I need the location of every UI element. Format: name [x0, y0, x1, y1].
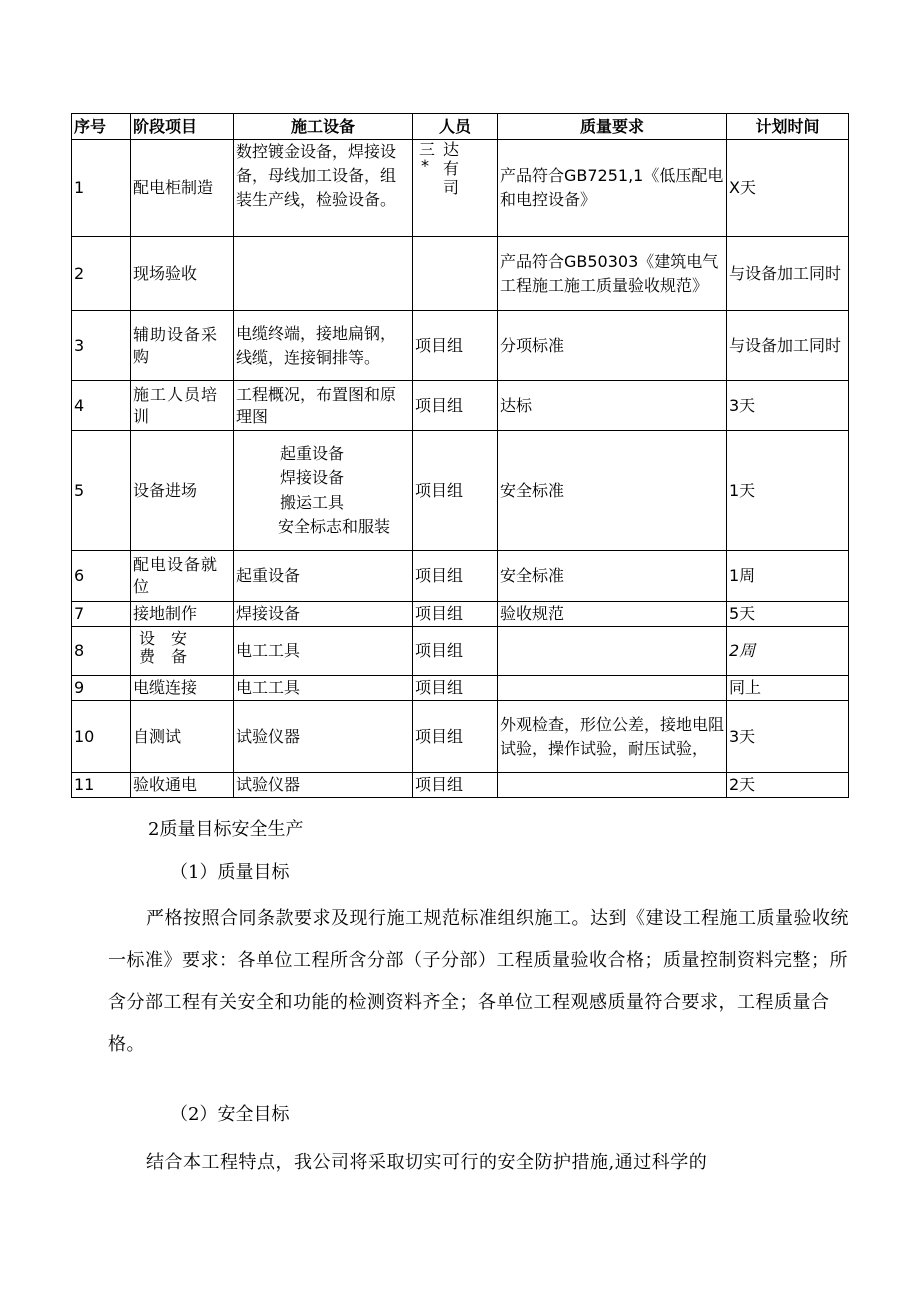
cell-time: 与设备加工同时: [727, 237, 849, 311]
cell-equipment: 试验仪器: [234, 701, 413, 773]
stage-fragment: 备: [171, 647, 188, 666]
cell-quality: 外观检查，形位公差，接地电阻试验，操作试验，耐压试验，: [498, 701, 727, 773]
cell-equipment: 电工工具: [234, 676, 413, 701]
section-heading: 2质量目标安全生产: [148, 819, 304, 840]
cell-no: 11: [72, 773, 131, 798]
cell-people: 项目组: [413, 773, 498, 798]
cell-stage: 自测试: [131, 701, 234, 773]
cell-time: 3天: [727, 701, 849, 773]
cell-stage: 现场验收: [131, 237, 234, 311]
cell-equipment: 电工工具: [234, 627, 413, 676]
header-stage: 阶段项目: [131, 114, 234, 140]
table-row: [72, 431, 849, 551]
cell-equipment: 起重设备: [234, 551, 413, 602]
equipment-list-item: 搬运工具: [280, 492, 345, 512]
cell-no: 6: [72, 551, 131, 602]
cell-people: 项目组: [413, 627, 498, 676]
table-row: [72, 140, 849, 237]
header-quality: 质量要求: [498, 114, 727, 140]
cell-stage: 辅助设备采购: [131, 311, 234, 381]
stage-fragment: 费: [139, 647, 156, 666]
cell-equipment: 数控镀金设备，焊接设备，母线加工设备，组装生产线，检验设备。: [234, 140, 413, 237]
cell-quality: 安全标准: [498, 551, 727, 602]
cell-quality: [498, 627, 727, 676]
cell-people: 项目组: [413, 311, 498, 381]
cell-no: 2: [72, 237, 131, 311]
safety-goal-paragraph: 结合本工程特点，我公司将采取切实可行的安全防护措施,通过科学的: [146, 1152, 708, 1173]
cell-people: [413, 237, 498, 311]
cell-no: 9: [72, 676, 131, 701]
cell-people: 项目组: [413, 431, 498, 551]
cell-equipment: 焊接设备: [234, 602, 413, 627]
table-row: [72, 773, 849, 798]
people-fragment: 达: [443, 140, 460, 159]
cell-no: 10: [72, 701, 131, 773]
cell-equipment: [234, 431, 413, 551]
header-people: 人员: [413, 114, 498, 140]
cell-people: [413, 140, 498, 237]
cell-stage: 设备进场: [131, 431, 234, 551]
cell-people: 项目组: [413, 701, 498, 773]
table-header-row: [72, 114, 849, 140]
cell-stage: 配电设备就位: [131, 551, 234, 602]
cell-stage: 配电柜制造: [131, 140, 234, 237]
cell-equipment: [234, 237, 413, 311]
cell-no: 3: [72, 311, 131, 381]
cell-equipment: 工程概况，布置图和原理图: [234, 381, 413, 431]
table-row: [72, 381, 849, 431]
table-row: [72, 551, 849, 602]
safety-goal-heading: （2）安全目标: [170, 1104, 290, 1125]
cell-no: 1: [72, 140, 131, 237]
cell-equipment: 电缆终端，接地扁钢，线缆，连接铜排等。: [234, 311, 413, 381]
people-fragment: 有: [443, 159, 460, 178]
people-fragment: *: [421, 156, 429, 175]
cell-no: 7: [72, 602, 131, 627]
cell-quality: 安全标准: [498, 431, 727, 551]
cell-time: 1天: [727, 431, 849, 551]
cell-people: 项目组: [413, 551, 498, 602]
table-row: [72, 237, 849, 311]
construction-plan-table: [71, 113, 849, 798]
header-time: 计划时间: [727, 114, 849, 140]
table-row: [72, 311, 849, 381]
cell-time: 2天: [727, 773, 849, 798]
table-row: [72, 701, 849, 773]
cell-time: 5天: [727, 602, 849, 627]
table-row: [72, 627, 849, 676]
equipment-list-item: 焊接设备: [280, 468, 345, 487]
cell-time: X天: [727, 140, 849, 237]
stage-fragment: 安: [171, 629, 188, 648]
cell-quality: 分项标准: [498, 311, 727, 381]
cell-quality: [498, 676, 727, 701]
cell-time: 2周: [727, 627, 849, 676]
quality-goal-paragraph: 严格按照合同条款要求及现行施工规范标准组织施工。达到《建设工程施工质量验收统一标准》要求：各单位工程所含分部（子分部）工程质量验收合格；质量控制资料完整；所含分部工程有关安全和功能的检测资料齐全；各单位工程观感质量符合要求，工程质量合格。: [108, 908, 849, 1055]
people-fragment: 三: [419, 140, 436, 159]
cell-quality: 验收规范: [498, 602, 727, 627]
cell-stage: [131, 627, 234, 676]
cell-equipment: 试验仪器: [234, 773, 413, 798]
cell-quality: 产品符合GB7251,1《低压配电和电控设备》: [498, 140, 727, 237]
cell-quality: 达标: [498, 381, 727, 431]
cell-quality: 产品符合GB50303《建筑电气工程施工施工质量验收规范》: [498, 237, 727, 311]
cell-time: 1周: [727, 551, 849, 602]
cell-time: 与设备加工同时: [727, 311, 849, 381]
equipment-list-item: 安全标志和服装: [278, 517, 391, 536]
cell-stage: 接地制作: [131, 602, 234, 627]
table-row: [72, 602, 849, 627]
cell-no: 4: [72, 381, 131, 431]
table-row: [72, 676, 849, 701]
cell-people: 项目组: [413, 381, 498, 431]
cell-stage: 施工人员培训: [131, 381, 234, 431]
cell-time: 3天: [727, 381, 849, 431]
cell-time: 同上: [727, 676, 849, 701]
header-no: 序号: [72, 114, 131, 140]
cell-people: 项目组: [413, 676, 498, 701]
stage-fragment: 设: [139, 629, 156, 648]
equipment-list-item: 起重设备: [280, 443, 345, 463]
cell-quality: [498, 773, 727, 798]
cell-stage: 电缆连接: [131, 676, 234, 701]
header-equipment: 施工设备: [234, 114, 413, 140]
cell-no: 8: [72, 627, 131, 676]
cell-people: 项目组: [413, 602, 498, 627]
cell-stage: 验收通电: [131, 773, 234, 798]
people-fragment: 司: [443, 178, 460, 197]
quality-goal-heading: （1）质量目标: [170, 862, 290, 883]
cell-no: 5: [72, 431, 131, 551]
